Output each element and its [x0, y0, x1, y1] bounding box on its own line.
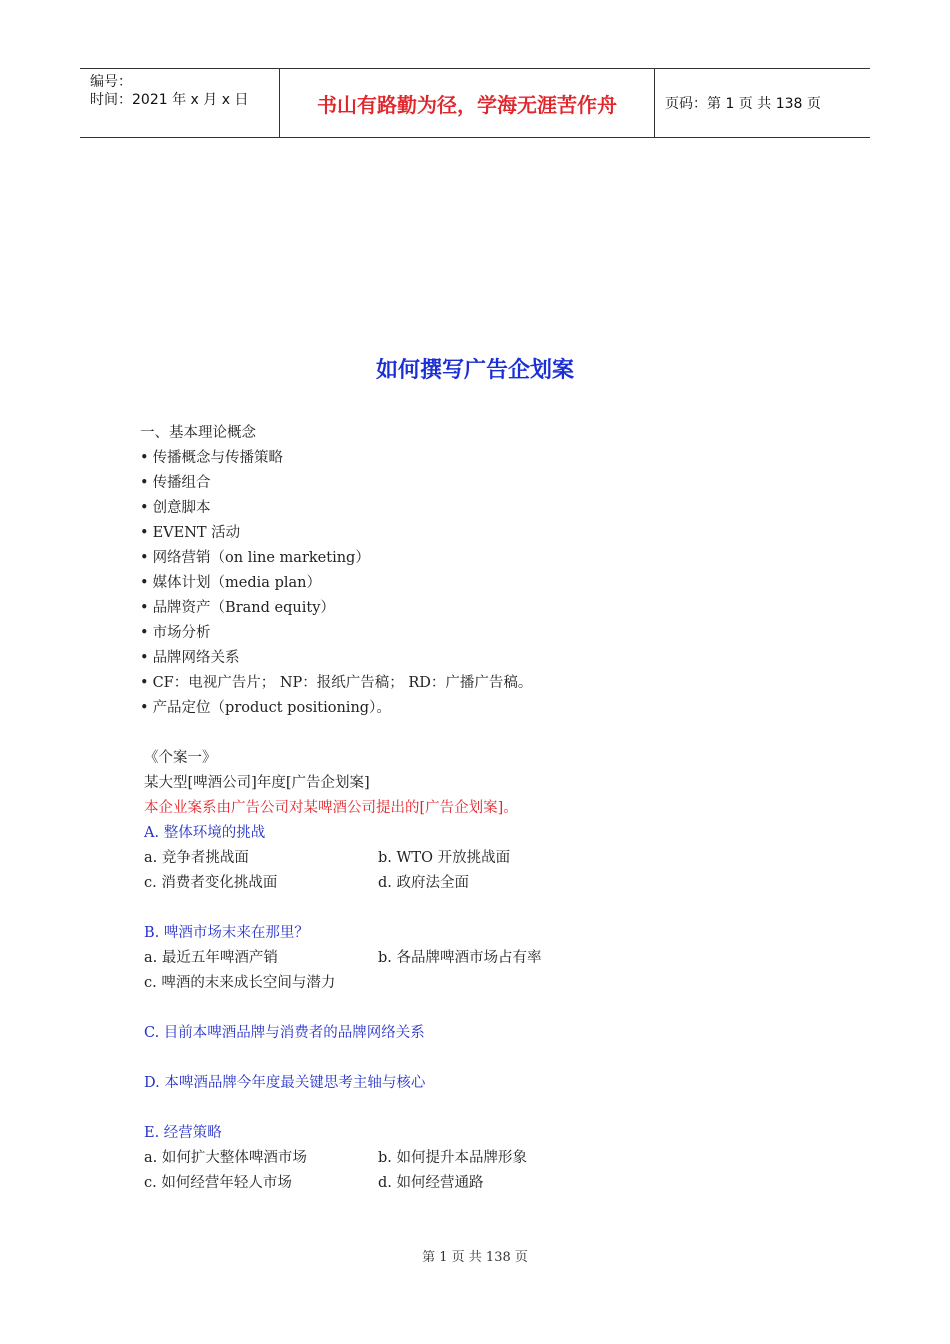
page-header	[80, 68, 870, 138]
item-b: b. WTO 开放挑战面	[378, 850, 511, 866]
section-a-row	[140, 871, 860, 896]
header-page-info: 页码：第 1 页 共 138 页	[665, 96, 821, 112]
bullet-item: • 网络营销（on line marketing）	[140, 546, 860, 571]
bullet-item: • 创意脚本	[140, 496, 860, 521]
bullet-item: • 品牌资产（Brand equity）	[140, 596, 860, 621]
item-b: b. 如何提升本品牌形象	[378, 1150, 527, 1166]
item-a: a. 竞争者挑战面	[144, 850, 249, 866]
item-a: a. 如何扩大整体啤酒市场	[144, 1150, 307, 1166]
case-note: 本企业案系由广告公司对某啤酒公司提出的[广告企划案]。	[144, 800, 518, 816]
case-subtitle: 某大型[啤酒公司]年度[广告企划案]	[144, 775, 370, 791]
page-footer: 第 1 页 共 138 页	[422, 1250, 528, 1265]
number-label: 编号：	[90, 74, 132, 90]
item-d: d. 政府法全面	[378, 875, 469, 891]
document-body	[140, 421, 860, 1196]
section-e-row	[140, 1171, 860, 1196]
section-e-heading: E. 经营策略	[144, 1125, 222, 1141]
section-e-row	[140, 1146, 860, 1171]
case-label: 《个案一》	[144, 750, 217, 766]
section-d-heading: D. 本啤酒品牌今年度最关键思考主轴与核心	[144, 1075, 426, 1091]
section-heading: 一、基本理论概念	[140, 425, 256, 441]
section-b-row	[140, 946, 860, 971]
bullet-item: • 传播概念与传播策略	[140, 446, 860, 471]
bullet-item: • CF：电视广告片； NP：报纸广告稿； RD：广播广告稿。	[140, 671, 860, 696]
bullet-item: • 市场分析	[140, 621, 860, 646]
bullet-item: • 品牌网络关系	[140, 646, 860, 671]
section-a-heading: A. 整体环境的挑战	[144, 825, 266, 841]
item-b: b. 各品牌啤酒市场占有率	[378, 950, 542, 966]
bullet-item: • 媒体计划（media plan）	[140, 571, 860, 596]
item-d: d. 如何经营通路	[378, 1175, 484, 1191]
section-a-row	[140, 846, 860, 871]
document-title: 如何撰写广告企划案	[375, 358, 574, 383]
item-c: c. 消费者变化挑战面	[144, 875, 278, 891]
bullet-item: • 传播组合	[140, 471, 860, 496]
item-c: c. 如何经营年轻人市场	[144, 1175, 292, 1191]
time-label: 时间：2021 年 x 月 x 日	[90, 92, 249, 108]
section-c-heading: C. 目前本啤酒品牌与消费者的品牌网络关系	[144, 1025, 425, 1041]
bullet-item: • 产品定位（product positioning）。	[140, 696, 860, 721]
item-c: c. 啤酒的末来成长空间与潜力	[144, 975, 336, 991]
header-meta	[80, 69, 280, 137]
item-a: a. 最近五年啤酒产销	[144, 950, 278, 966]
section-b-heading: B. 啤酒市场末来在那里？	[144, 925, 309, 941]
bullet-item: • EVENT 活动	[140, 521, 860, 546]
header-motto: 书山有路勤为径，学海无涯苦作舟	[280, 69, 655, 137]
